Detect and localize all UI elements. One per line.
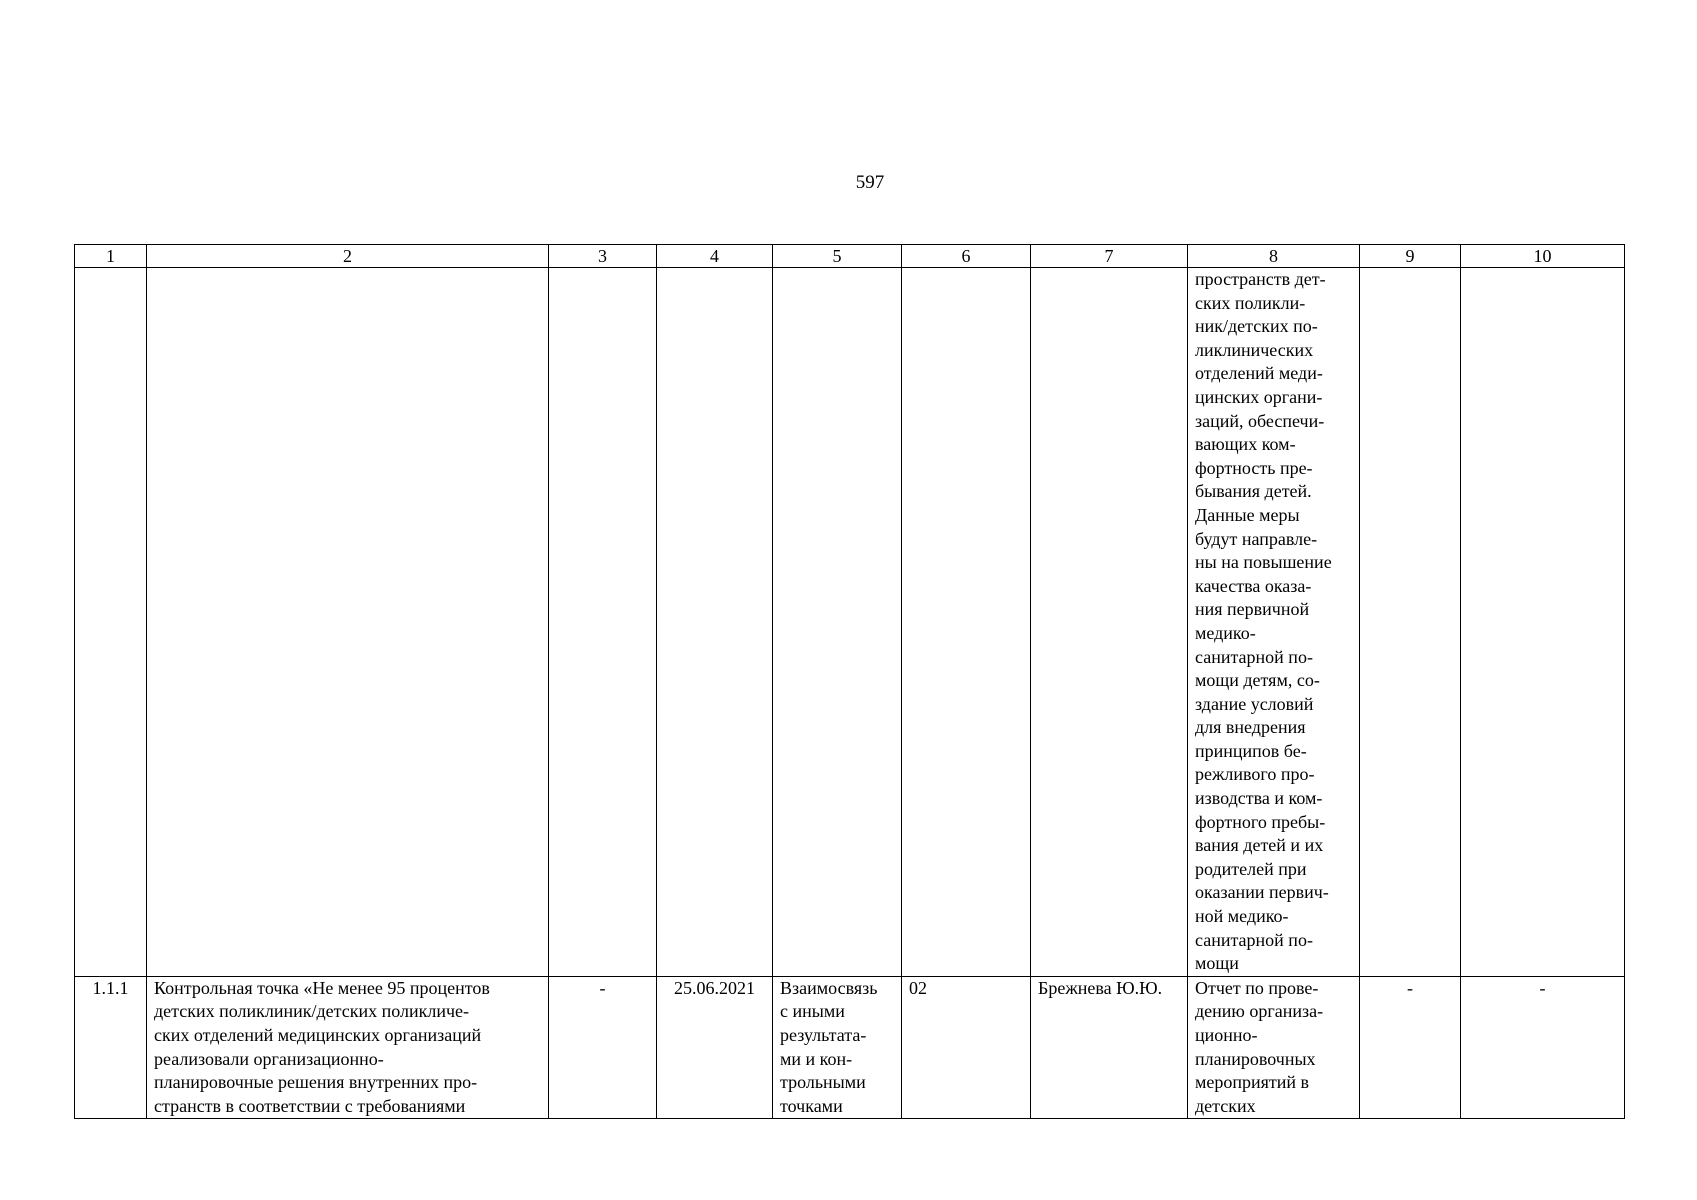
table-cell xyxy=(147,268,549,977)
column-header: 3 xyxy=(549,245,657,268)
table-cell xyxy=(1360,268,1461,977)
column-header: 1 xyxy=(75,245,147,268)
responsible-cell: Брежнева Ю.Ю. xyxy=(1031,976,1188,1119)
row-number-cell: 1.1.1 xyxy=(75,976,147,1119)
report-cell xyxy=(1188,976,1360,1119)
control-point-cell xyxy=(147,976,549,1119)
table-row-continuation xyxy=(75,268,1625,977)
table-cell xyxy=(1461,268,1625,977)
relation-text: Взаимосвязь с иными результата- ми и кон- трольными точками xyxy=(780,977,878,1116)
result-description-text: пространств дет- ских поликли- ник/детских по- ликлинических отделений меди- цинских органи- заций, обеспечи- вающих ком- фортность пре- бывания детей. Данные меры будут направле- ны на повышение качества оказа- ния первичной медико- санитарной по- мощи детям, со- здание условий для внедрения принципов бе- режливого про- изводства и ком- фортного пребы- вания детей и их родителей при оказании первич- ной медико- санитарной по- мощи xyxy=(1195,269,1332,974)
table-cell xyxy=(75,268,147,977)
column-header: 4 xyxy=(657,245,773,268)
table-cell: - xyxy=(1461,976,1625,1119)
table-cell: - xyxy=(549,976,657,1119)
column-header: 7 xyxy=(1031,245,1188,268)
column-header: 10 xyxy=(1461,245,1625,268)
column-header: 8 xyxy=(1188,245,1360,268)
activity-table xyxy=(74,244,1625,1119)
table-cell xyxy=(657,268,773,977)
page-number: 597 xyxy=(855,172,885,193)
control-point-text: Контрольная точка «Не менее 95 процентов детских поликлиник/детских поликличе- ских отделений медицинских организаций реализовали организационно- планировочные решения внутренних про- странств в соответствии с требованиями xyxy=(154,977,490,1116)
column-header: 5 xyxy=(773,245,902,268)
code-cell: 02 xyxy=(902,976,1031,1119)
report-text: Отчет по прове- дению организа- ционно- планировочных мероприятий в детских xyxy=(1195,977,1324,1116)
table-cell xyxy=(1031,268,1188,977)
date-cell: 25.06.2021 xyxy=(657,976,773,1119)
table-cell xyxy=(902,268,1031,977)
result-description-cell xyxy=(1188,268,1360,977)
relation-cell xyxy=(773,976,902,1119)
table-cell: - xyxy=(1360,976,1461,1119)
column-header: 2 xyxy=(147,245,549,268)
table-cell xyxy=(773,268,902,977)
table-row xyxy=(75,976,1625,1119)
table-cell xyxy=(549,268,657,977)
column-header: 9 xyxy=(1360,245,1461,268)
column-header: 6 xyxy=(902,245,1031,268)
table-header-row xyxy=(75,245,1625,268)
